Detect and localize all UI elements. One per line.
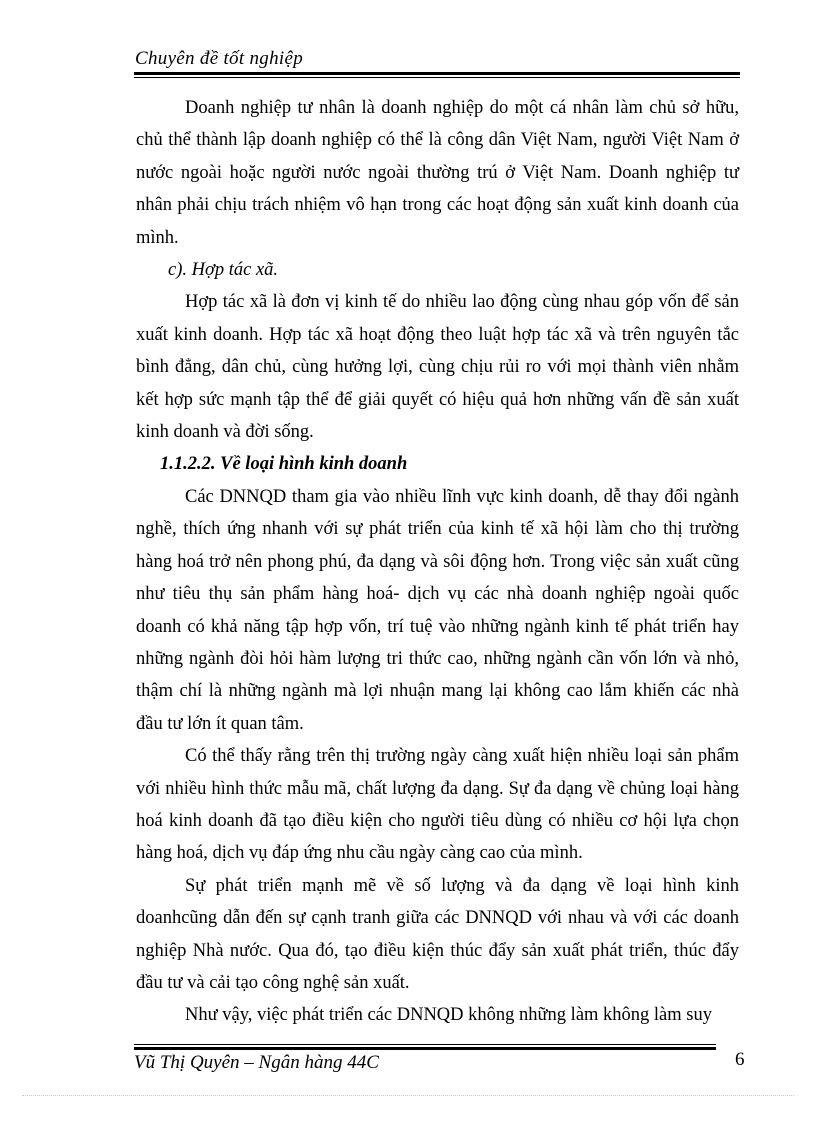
paragraph-private-enterprise: Doanh nghiệp tư nhân là doanh nghiệp do một cá nhân làm chủ sở hữu, chủ thể thành lập doanh nghiệp có thể là công dân Việt Nam, người Việt Nam ở nước ngoài hoặc người nước ngoài thường trú ở Việt Nam. Doanh nghiệp tư nhân phải chịu trách nhiệm vô hạn trong các hoạt động sản xuất kinh doanh của mình. — [136, 98, 739, 248]
paragraph-cooperative: Hợp tác xã là đơn vị kinh tế do nhiều lao động cùng nhau góp vốn để sản xuất kinh doanh. Hợp tác xã hoạt động theo luật hợp tác xã và trên nguyên tắc bình đẳng, dân chủ, cùng hưởng lợi, cùng chịu rủi ro với mọi thành viên nhằm kết hợp sức mạnh tập thể để giải quyết có hiệu quả hơn những vấn đề sản xuất kinh doanh và đời sống. — [136, 292, 739, 443]
header-title: Chuyên đề tốt nghiệp — [135, 48, 303, 69]
header-rule-thin — [134, 77, 740, 78]
footer-rule-thick — [134, 1047, 716, 1050]
footer-author: Vũ Thị Quyên – Ngân hàng 44C — [134, 1052, 379, 1073]
paragraph-business-fields: Các DNNQD tham gia vào nhiều lĩnh vực kinh doanh, dễ thay đổi ngành nghề, thích ứng nhanh với sự phát triển của kinh tế xã hội làm cho thị trường hàng hoá trở nên phong phú, đa dạng và sôi động hơn. Trong việc sản xuất cũng như tiêu thụ sản phẩm hàng hoá- dịch vụ các nhà doanh nghiệp ngoài quốc doanh có khả năng tập hợp vốn, trí tuệ vào những ngành kinh tế phát triển hay những ngành đòi hỏi hàm lượng tri thức cao, những ngành cần vốn lớn và nhỏ, thậm chí là những ngành mà lợi nhuận mang lại không cao lắm khiến các nhà đầu tư lớn ít quan tâm. — [136, 486, 739, 734]
paragraph-conclusion: Như vậy, việc phát triển các DNNQD không những làm không làm suy — [185, 1005, 712, 1026]
page-number: 6 — [735, 1049, 745, 1070]
document-body — [136, 92, 739, 1032]
paragraph-product-diversity: Có thể thấy rằng trên thị trường ngày càng xuất hiện nhiều loại sản phẩm với nhiều hình thức mẫu mã, chất lượng đa dạng. Sự đa dạng về chủng loại hàng hoá kinh doanh đã tạo điều kiện cho người tiêu dùng có nhiều cơ hội lựa chọn hàng hoá, dịch vụ đáp ứng nhu cầu ngày càng cao của mình. — [136, 746, 739, 864]
header-rule-thick — [134, 72, 740, 75]
paragraph-competition: Sự phát triển mạnh mẽ về số lượng và đa dạng về loại hình kinh doanhcũng dẫn đến sự cạnh tranh giữa các DNNQD với nhau và với các doanh nghiệp Nhà nước. Qua đó, tạo điều kiện thúc đẩy sản xuất phát triển, thúc đẩy đầu tư và cải tạo công nghệ sản xuất. — [136, 875, 739, 993]
section-heading: 1.1.2.2. Về loại hình kinh doanh — [160, 454, 408, 475]
page-edge-dotted-line — [22, 1095, 794, 1096]
subheading-cooperative: c). Hợp tác xã. — [168, 260, 279, 281]
footer-rule-thin — [134, 1044, 716, 1045]
